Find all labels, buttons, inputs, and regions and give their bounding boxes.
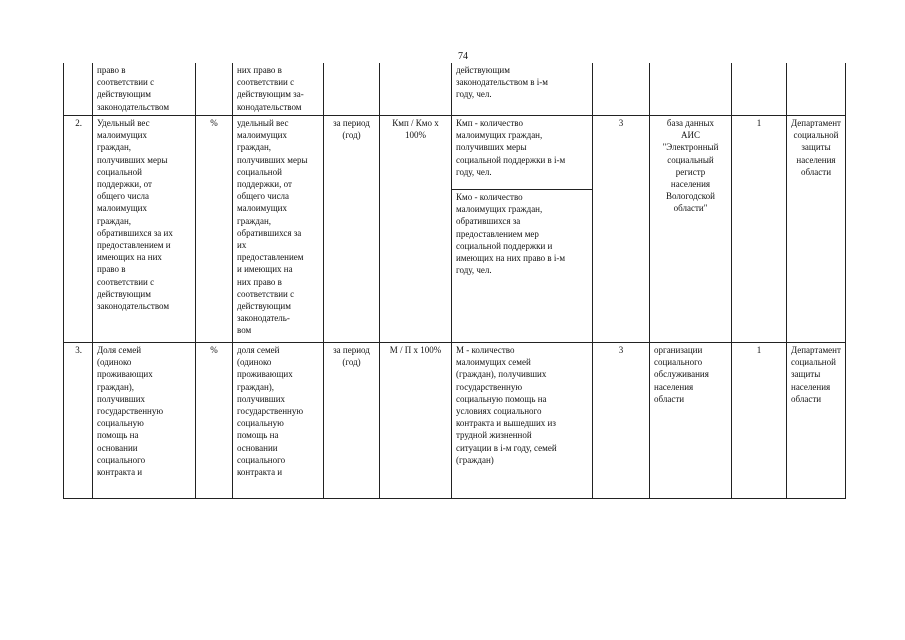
cell-name: право в соответствии с действующим законодательством [93, 63, 196, 116]
cell-num [64, 63, 93, 116]
cell-formula [380, 63, 452, 116]
cell-formula-desc: удельный вес малоимущих граждан, получивших меры социальной поддержки, от общего числа малоимущих граждан, обратившихся за их предоставлением и имеющих на них право в соответствии с действующим законодатель- вом [233, 116, 324, 343]
cell-code [732, 63, 787, 116]
cell-responsible: Департамент социальной защиты населения области [787, 343, 846, 499]
cell-formula: М / П х 100% [380, 343, 452, 499]
cell-method: 3 [593, 116, 650, 343]
cell-unit: % [196, 116, 233, 343]
cell-unit [196, 63, 233, 116]
cell-num: 2. [64, 116, 93, 343]
cell-code: 1 [732, 343, 787, 499]
page-number: 74 [458, 51, 468, 62]
cell-code: 1 [732, 116, 787, 343]
cell-variable-kmp: Кмп - количество малоимущих граждан, получивших меры социальной поддержки в i-м году, чел. [452, 116, 593, 190]
cell-method [593, 63, 650, 116]
cell-variable-kmo: Кмо - количество малоимущих граждан, обратившихся за предоставлением мер социальной поддержки и имеющих на них право в i-м году, чел. [452, 190, 593, 343]
cell-responsible [787, 63, 846, 116]
cell-formula-desc: доля семей (одиноко проживающих граждан), получивших государственную социальную помощь на основании социального контракта и [233, 343, 324, 499]
cell-source: база данных АИС "Электронный социальный регистр населения Вологодской области" [650, 116, 732, 343]
table-row-continuation [64, 63, 846, 116]
indicators-table [63, 63, 846, 499]
cell-responsible: Департамент социальной защиты населения области [787, 116, 846, 343]
cell-variable-m: М - количество малоимущих семей (граждан), получивших государственную социальную помощь на условиях социального контракта и вышедших из трудной жизненной ситуации в i-м году, семей (граждан) [452, 343, 593, 499]
cell-num: 3. [64, 343, 93, 499]
cell-formula: Кмп / Кмо х 100% [380, 116, 452, 343]
table-row-2 [64, 116, 846, 190]
cell-source: организации социального обслуживания населения области [650, 343, 732, 499]
cell-variables: действующим законодательством в i-м году, чел. [452, 63, 593, 116]
cell-source [650, 63, 732, 116]
table-row-3 [64, 343, 846, 499]
cell-unit: % [196, 343, 233, 499]
cell-period [324, 63, 380, 116]
cell-name: Доля семей (одиноко проживающих граждан), получивших государственную социальную помощь на основании социального контракта и [93, 343, 196, 499]
cell-name: Удельный вес малоимущих граждан, получивших меры социальной поддержки, от общего числа малоимущих граждан, обратившихся за их предоставлением и имеющих на них право в соответствии с действующим законодательством [93, 116, 196, 343]
cell-period: за период (год) [324, 116, 380, 343]
cell-period: за период (год) [324, 343, 380, 499]
cell-method: 3 [593, 343, 650, 499]
cell-formula-desc: них право в соответствии с действующим за- конодательством [233, 63, 324, 116]
